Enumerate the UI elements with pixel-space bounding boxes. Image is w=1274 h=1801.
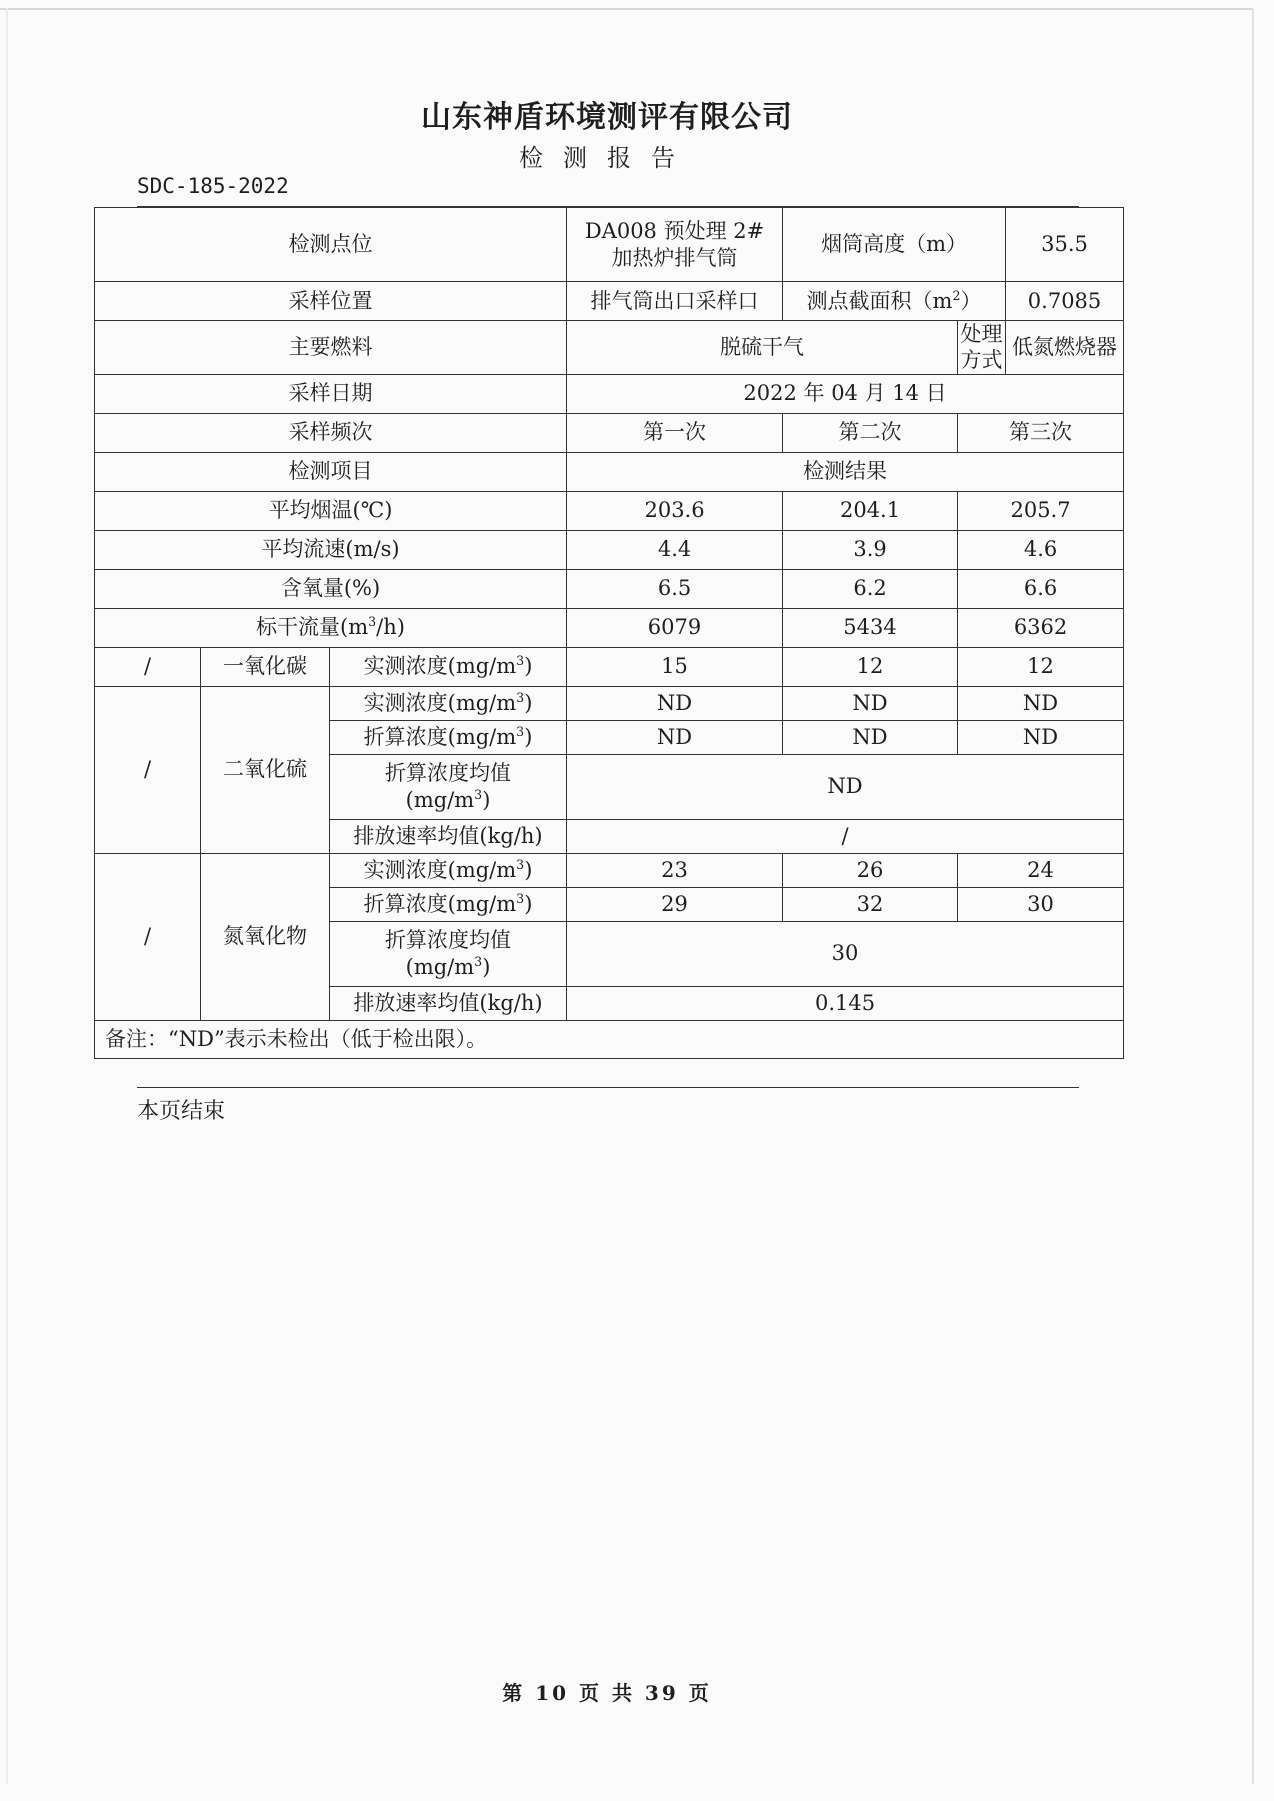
nox-converted-label-sup: 3 <box>516 890 525 906</box>
nox-measured-run-2: 26 <box>783 853 958 887</box>
oxygen-run-1: 6.5 <box>567 569 783 608</box>
dry-flow-run-3: 6362 <box>958 608 1124 647</box>
monitoring-point-value <box>567 208 783 282</box>
dry-flow-label-unit: /h) <box>376 615 405 640</box>
table-row <box>95 321 1124 375</box>
co-standard-slash: / <box>95 647 201 686</box>
avg-flue-temp-run-3: 205.7 <box>958 491 1124 530</box>
nox-measured-label-sup: 3 <box>516 856 525 872</box>
so2-converted-label-close: ) <box>524 724 533 749</box>
avg-velocity-label: 平均流速(m/s) <box>95 530 567 569</box>
so2-measured-label <box>330 686 567 720</box>
so2-converted-avg-unit-sup: 3 <box>474 786 483 802</box>
so2-label: 二氧化硫 <box>201 686 330 853</box>
so2-converted-avg-unit: (mg/m <box>405 787 475 812</box>
so2-converted-avg-label-line1: 折算浓度均值 <box>385 761 512 786</box>
table-row <box>95 569 1124 608</box>
co-measured-run-3: 12 <box>958 647 1124 686</box>
so2-standard-slash: / <box>95 686 201 853</box>
test-result-label: 检测结果 <box>567 452 1124 491</box>
so2-measured-run-3: ND <box>958 686 1124 720</box>
nox-converted-label-text: 折算浓度(mg/m <box>363 891 517 916</box>
monitoring-point-label: 检测点位 <box>95 208 567 282</box>
so2-converted-avg-value: ND <box>567 754 1124 819</box>
fuel-label: 主要燃料 <box>95 321 567 375</box>
avg-velocity-run-1: 4.4 <box>567 530 783 569</box>
co-measured-run-1: 15 <box>567 647 783 686</box>
co-measured-label-sup: 3 <box>516 653 525 669</box>
fuel-value: 脱硫干气 <box>567 321 958 375</box>
section-area-label-close: ） <box>960 288 982 313</box>
avg-velocity-run-3: 4.6 <box>958 530 1124 569</box>
table-row <box>95 530 1124 569</box>
avg-flue-temp-run-1: 203.6 <box>567 491 783 530</box>
nox-converted-avg-label-line2 <box>332 954 564 980</box>
table-row <box>95 491 1124 530</box>
test-results-table <box>94 207 1124 1059</box>
so2-converted-run-2: ND <box>783 720 958 754</box>
table-row <box>95 208 1124 282</box>
monitoring-point-value-line1: DA008 预处理 2# <box>584 219 765 244</box>
page-number: 第 10 页 共 39 页 <box>502 1681 712 1705</box>
so2-measured-label-sup: 3 <box>516 689 525 705</box>
nox-converted-avg-label-line1: 折算浓度均值 <box>385 928 512 953</box>
page-left-edge <box>6 8 8 1784</box>
nox-label: 氮氧化物 <box>201 853 330 1020</box>
co-measured-label-text: 实测浓度(mg/m <box>363 654 517 679</box>
so2-measured-run-1: ND <box>567 686 783 720</box>
so2-measured-run-2: ND <box>783 686 958 720</box>
so2-converted-avg-label <box>330 754 567 819</box>
so2-measured-label-text: 实测浓度(mg/m <box>363 690 517 715</box>
run-2-header: 第二次 <box>783 413 958 452</box>
so2-emission-rate-value: / <box>567 819 1124 853</box>
sampling-date-label: 采样日期 <box>95 374 567 413</box>
report-number: SDC-185-2022 <box>137 174 289 198</box>
nox-measured-label-close: ) <box>524 857 533 882</box>
page-right-edge <box>1252 8 1254 1784</box>
so2-measured-label-close: ) <box>524 690 533 715</box>
nox-measured-label <box>330 853 567 887</box>
co-measured-label-close: ) <box>524 654 533 679</box>
nox-converted-label-close: ) <box>524 891 533 916</box>
nox-converted-avg-unit-sup: 3 <box>474 953 483 969</box>
nox-converted-run-1: 29 <box>567 887 783 921</box>
section-area-label-sup: 2 <box>952 287 961 303</box>
sampling-date-value: 2022 年 04 月 14 日 <box>567 374 1124 413</box>
oxygen-run-2: 6.2 <box>783 569 958 608</box>
dry-flow-run-2: 5434 <box>783 608 958 647</box>
table-row <box>95 647 1124 686</box>
test-item-label: 检测项目 <box>95 452 567 491</box>
table-row <box>95 608 1124 647</box>
oxygen-run-3: 6.6 <box>958 569 1124 608</box>
section-area-label-text: 测点截面积（m <box>806 288 953 313</box>
co-measured-run-2: 12 <box>783 647 958 686</box>
so2-converted-label-sup: 3 <box>516 723 525 739</box>
avg-velocity-run-2: 3.9 <box>783 530 958 569</box>
oxygen-label: 含氧量(%) <box>95 569 567 608</box>
nox-emission-rate-value: 0.145 <box>567 986 1124 1020</box>
so2-converted-run-3: ND <box>958 720 1124 754</box>
chimney-height-value: 35.5 <box>1006 208 1124 282</box>
table-row <box>95 853 1124 887</box>
treatment-value: 低氮燃烧器 <box>1006 321 1124 375</box>
table-row <box>95 452 1124 491</box>
dry-flow-label-text: 标干流量(m <box>256 615 369 640</box>
section-area-value: 0.7085 <box>1006 282 1124 321</box>
run-1-header: 第一次 <box>567 413 783 452</box>
table-note: 备注：“ND”表示未检出（低于检出限）。 <box>95 1020 1124 1058</box>
run-3-header: 第三次 <box>958 413 1124 452</box>
nox-measured-run-3: 24 <box>958 853 1124 887</box>
table-row <box>95 374 1124 413</box>
nox-measured-run-1: 23 <box>567 853 783 887</box>
nox-converted-avg-label <box>330 921 567 986</box>
document-type: 检测报告 <box>519 144 695 172</box>
avg-flue-temp-run-2: 204.1 <box>783 491 958 530</box>
treatment-label: 处理方式 <box>958 321 1006 375</box>
sampling-position-label: 采样位置 <box>95 282 567 321</box>
dry-flow-run-1: 6079 <box>567 608 783 647</box>
so2-converted-avg-unit-close: ) <box>482 787 491 812</box>
footer-divider <box>137 1087 1079 1088</box>
so2-emission-rate-label: 排放速率均值(kg/h) <box>330 819 567 853</box>
nox-converted-avg-unit: (mg/m <box>405 954 475 979</box>
monitoring-point-value-line2: 加热炉排气筒 <box>611 245 738 270</box>
co-measured-label <box>330 647 567 686</box>
so2-converted-label <box>330 720 567 754</box>
sampling-position-value: 排气筒出口采样口 <box>567 282 783 321</box>
co-label: 一氧化碳 <box>201 647 330 686</box>
so2-converted-avg-label-line2 <box>332 787 564 813</box>
nox-converted-label <box>330 887 567 921</box>
company-name: 山东神盾环境测评有限公司 <box>421 100 793 135</box>
section-area-label <box>783 282 1006 321</box>
nox-converted-run-3: 30 <box>958 887 1124 921</box>
avg-flue-temp-label: 平均烟温(℃) <box>95 491 567 530</box>
sampling-frequency-label: 采样频次 <box>95 413 567 452</box>
nox-converted-avg-unit-close: ) <box>482 954 491 979</box>
table-row <box>95 686 1124 720</box>
nox-emission-rate-label: 排放速率均值(kg/h) <box>330 986 567 1020</box>
so2-converted-run-1: ND <box>567 720 783 754</box>
table-row <box>95 282 1124 321</box>
dry-flow-label <box>95 608 567 647</box>
nox-measured-label-text: 实测浓度(mg/m <box>363 857 517 882</box>
nox-converted-avg-value: 30 <box>567 921 1124 986</box>
so2-converted-label-text: 折算浓度(mg/m <box>363 724 517 749</box>
nox-standard-slash: / <box>95 853 201 1020</box>
table-row <box>95 1020 1124 1058</box>
nox-converted-run-2: 32 <box>783 887 958 921</box>
dry-flow-label-sup: 3 <box>368 614 377 630</box>
table-row <box>95 413 1124 452</box>
page-end-text: 本页结束 <box>137 1099 226 1124</box>
chimney-height-label: 烟筒高度（m） <box>783 208 1006 282</box>
page-top-edge <box>0 8 1252 10</box>
